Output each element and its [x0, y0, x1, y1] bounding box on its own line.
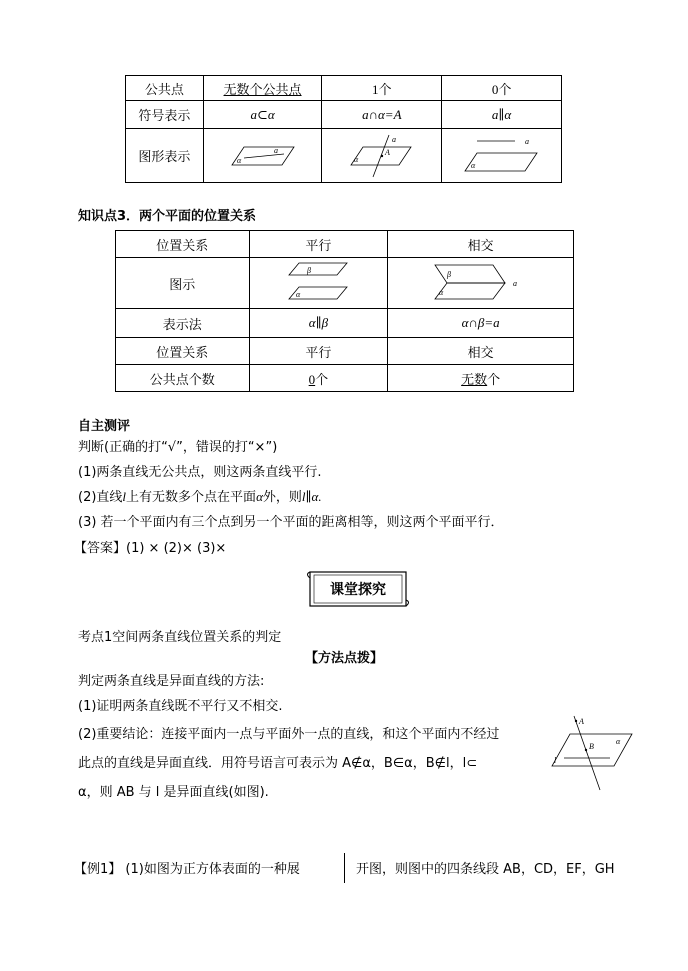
line-parallel-plane-figure [461, 135, 543, 177]
line-intersect-plane-figure [347, 133, 417, 179]
a-label: a [524, 136, 529, 146]
beta-label: β [307, 266, 312, 275]
cell-symbol-subset: a⊂α [203, 101, 322, 129]
alpha-label: α [236, 155, 241, 165]
alpha-label: α [296, 290, 301, 299]
plane-plane-table: 位置关系 平行 相交 图示 β α β α a 表示法 α∥β α∩β=a 位置关系 平行 相交 公共点个数 0个 无数个 [115, 230, 574, 392]
method-line-4: 此点的直线是异面直线．用符号语言可表示为 A∉α，B∈α，B∉l，l⊂ [78, 756, 478, 771]
example-1-left: 【例1】 (1)如图为正方体表面的一种展 [74, 862, 300, 877]
alpha-label: α [616, 737, 621, 746]
question-1: (1)两条直线无公共点，则这两条直线平行. [78, 465, 322, 480]
alpha-label: α [470, 160, 475, 170]
cell-symbol-parallel: a∥α [442, 101, 562, 129]
a-label: a [273, 145, 278, 155]
method-line-3: (2)重要结论：连接平面内一点与平面外一点的直线，和这个平面内不经过 [78, 727, 500, 742]
label-figure: 图示 [116, 258, 250, 309]
header-parallel: 平行 [249, 231, 388, 258]
count-intersect: 无数 [461, 372, 488, 388]
cell-symbol-intersect: a∩α=A [322, 101, 442, 129]
A-label: A [579, 717, 584, 726]
count-parallel: 0 [308, 371, 316, 387]
cell-infinite-points: 无数个公共点 [203, 76, 322, 101]
cell-zero-points: 0个 [442, 76, 562, 101]
beta-label: β [446, 270, 451, 279]
a-label: a [391, 134, 396, 144]
self-test-instruction: 判断(正确的打“√”，错误的打“×”) [78, 440, 278, 455]
A-label: A [384, 147, 390, 157]
question-3: (3) 若一个平面内有三个点到另一个平面的距离相等，则这两个平面平行． [78, 515, 504, 530]
notation-intersect: α∩β=a [388, 309, 574, 338]
row-label-symbol: 符号表示 [126, 101, 204, 129]
label-relation: 位置关系 [116, 338, 250, 365]
cell-one-point: 1个 [322, 76, 442, 101]
method-line-2: (1)证明两条直线既不平行又不相交. [78, 699, 283, 714]
notation-parallel: α∥β [249, 309, 388, 338]
self-test-title: 自主测评 [78, 419, 131, 434]
l-label: l [554, 756, 557, 765]
relation-parallel: 平行 [249, 338, 388, 365]
section-banner [304, 568, 412, 610]
question-2: (2)直线l上有无数多个点在平面α外，则l∥α. [78, 489, 322, 505]
column-divider [344, 853, 345, 883]
answer: 【答案】(1) × (2)× (3)× [74, 541, 227, 556]
intersecting-planes-figure [431, 261, 531, 305]
method-line-5: α，则 AB 与 l 是异面直线(如图). [78, 785, 269, 800]
section-title: 知识点3．两个平面的位置关系 [78, 209, 257, 224]
relation-intersect: 相交 [388, 338, 574, 365]
header-intersect: 相交 [388, 231, 574, 258]
exam-point-title: 考点1空间两条直线位置关系的判定 [78, 630, 282, 645]
row-label-common-points: 公共点 [126, 76, 204, 101]
alpha-label: α [438, 288, 443, 297]
line-plane-table [125, 75, 562, 183]
a-label: a [512, 279, 517, 288]
row-label-figure: 图形表示 [126, 129, 204, 183]
example-tag: 【例1】 [74, 862, 122, 877]
banner-text: 课堂探究 [330, 582, 386, 598]
line-in-plane-figure [228, 143, 298, 169]
alpha-label: α [353, 154, 358, 164]
parallel-planes-figure [283, 261, 353, 305]
method-line-1: 判定两条直线是异面直线的方法: [78, 674, 265, 689]
label-notation: 表示法 [116, 309, 250, 338]
header-relation: 位置关系 [116, 231, 250, 258]
method-title: 【方法点拨】 [305, 651, 384, 666]
example-1-right: 开图，则图中的四条线段 AB，CD，EF，GH [356, 862, 615, 877]
label-common-count: 公共点个数 [116, 365, 250, 392]
skew-lines-figure [544, 712, 636, 792]
B-label: B [589, 742, 594, 751]
